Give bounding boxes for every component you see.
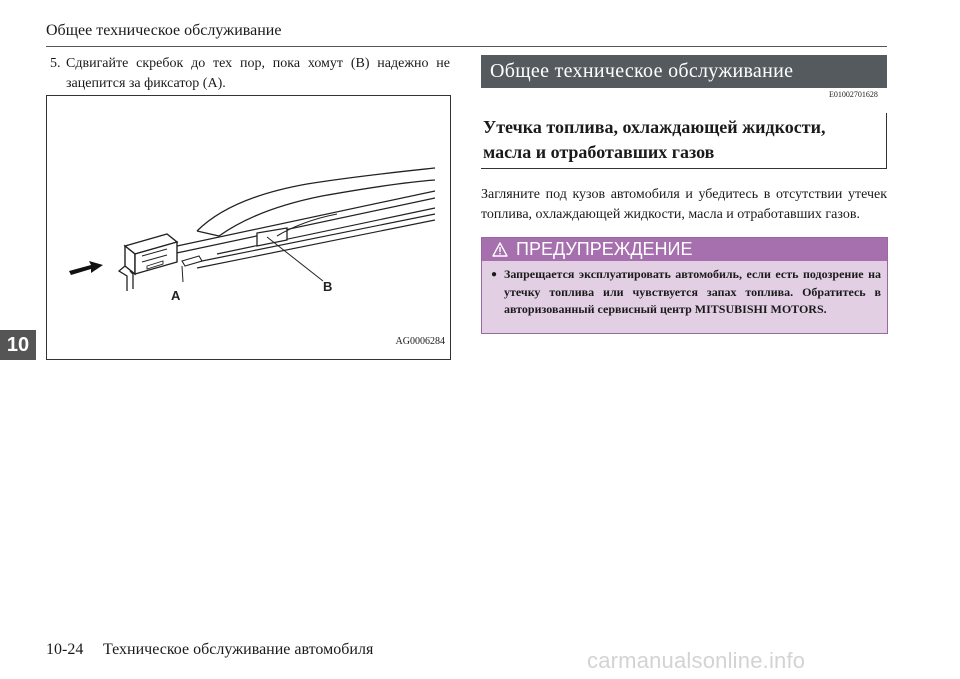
bullet-icon: ● xyxy=(491,269,498,280)
warning-box xyxy=(481,237,888,334)
subsection-title: Утечка топлива, охлаждающей жидкости, масла и отработавших газов xyxy=(483,117,826,162)
subsection-box xyxy=(481,113,887,169)
watermark: carmanualsonline.info xyxy=(587,648,806,673)
footer-title: Техническое обслуживание автомобиля xyxy=(103,641,374,658)
warning-heading: ПРЕДУПРЕЖДЕНИЕ xyxy=(516,239,693,259)
wiper-blade-illustration xyxy=(46,95,451,360)
running-header: Общее техническое обслуживание xyxy=(46,22,282,39)
step-text: Сдвигайте скребок до тех пор, пока хомут (B) надежно не зацепится за фиксатор (A). xyxy=(66,56,450,91)
warning-triangle-icon xyxy=(492,242,508,257)
wiper-blade-drawing xyxy=(47,96,450,359)
header-rule xyxy=(46,46,887,47)
section-title: Общее техническое обслуживание xyxy=(481,55,887,88)
warning-header xyxy=(482,238,887,261)
step-5 xyxy=(50,54,450,94)
warning-body xyxy=(482,261,887,319)
section-code: E01002701628 xyxy=(829,90,878,99)
figure-code: AG0006284 xyxy=(395,336,445,347)
step-number: 5. xyxy=(50,56,61,71)
label-a: A xyxy=(171,288,181,303)
label-b: B xyxy=(323,279,333,294)
warning-text: Запрещается эксплуатировать автомобиль, если есть подозрение на утечку топлива или чувствуется запах топлива. Обратитесь в авторизованный сервисный центр MITSUBISHI MOTORS. xyxy=(504,267,881,316)
chapter-tab: 10 xyxy=(0,330,36,360)
page-number: 10-24 xyxy=(46,641,84,658)
body-text: Загляните под кузов автомобиля и убедитесь в отсутствии утечек топлива, охлаждающей жидкости, масла и отработавших газов. xyxy=(481,187,887,222)
